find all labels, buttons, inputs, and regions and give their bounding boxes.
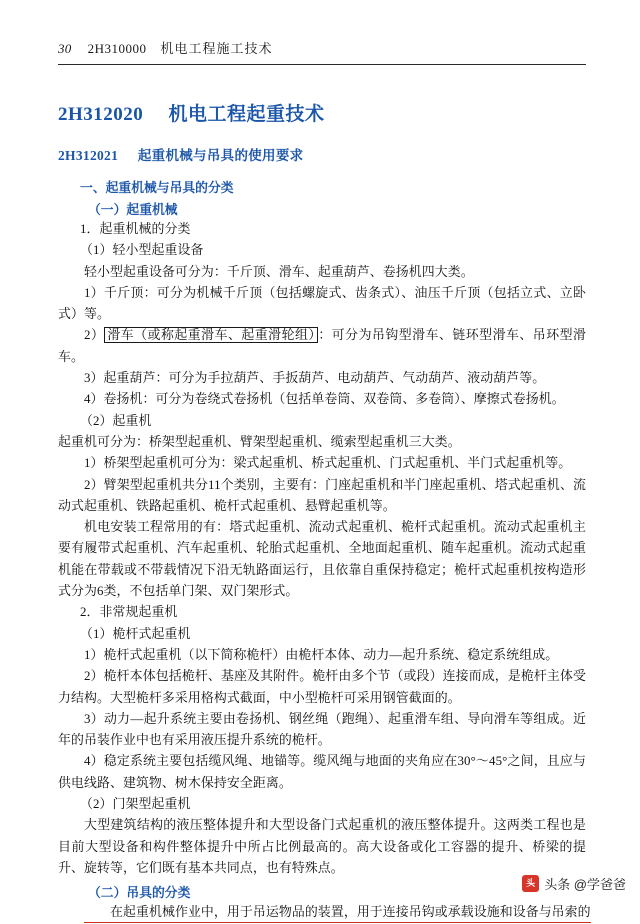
section-code: 2H312020	[58, 104, 144, 125]
watermark-label: 头条 @学爸爸	[544, 877, 626, 892]
paragraph-10: 1）桥架型起重机可分为：梁式起重机、桥式起重机、门式起重机、半门式起重机等。	[84, 456, 572, 471]
paragraph-04: 1）千斤顶：可分为机械千斤顶（包括螺旋式、齿条式）、油压千斤顶（包括立式、立卧式）等。	[58, 285, 586, 322]
subsection-code: 2H312021	[58, 148, 119, 163]
paragraph-18: 4）稳定系统主要包括缆风绳、地锚等。缆风绳与地面的夹角应在30°～45°之间，且应与供电线路、建筑物、树木保持安全距离。	[58, 754, 586, 790]
paragraph-21-underlined: 在起重机械作业中，用于吊运物品的装置，用于连接吊钩或承载设施和设备与吊索的	[84, 903, 591, 923]
paragraph-20: 大型建筑结构的液压整体提升和大型设备门式起重机的液压整体提升。这两类工程也是目前大型设备和构件整体提升中所占比例最高的。高大设备或化工容器的提升、桥梁的提升、旋转等，它们既有基本共同点，也有特殊点。	[58, 818, 586, 875]
page-content	[58, 38, 591, 924]
paragraph-16: 2）桅杆本体包括桅杆、基座及其附件。桅杆由多个节（或段）连接而成，是桅杆主体受力结构。大型桅杆多采用格构式截面，中小型桅杆可采用钢管截面的。	[58, 669, 586, 705]
paragraph-05-prefix: 2）	[84, 328, 105, 343]
header-divider	[58, 64, 586, 65]
paragraph-14: （1）桅杆式起重机	[80, 626, 191, 641]
heading-level-3: 一、起重机械与吊具的分类	[80, 181, 234, 195]
heading-level-4-a: （一）起重机械	[88, 203, 178, 217]
subsection-heading	[58, 144, 586, 164]
subsection-title: 起重机械与吊具的使用要求	[137, 148, 304, 163]
section-heading	[58, 99, 586, 126]
paragraph-05-boxed-term: 滑车（或称起重滑车、起重滑轮组）	[104, 327, 318, 343]
paragraph-05-suffix: ：可分为吊钩型滑车、链环型滑车、吊环型滑车。	[58, 328, 586, 364]
watermark	[522, 874, 626, 905]
paragraph-15: 1）桅杆式起重机（以下简称桅杆）由桅杆本体、动力—起升系统、稳定系统组成。	[84, 647, 559, 662]
paragraph-12: 机电安装工程常用的有：塔式起重机、流动式起重机、桅杆式起重机。流动式起重机主要有履带式起重机、汽车起重机、轮胎式起重机、全地面起重机、随车起重机。流动式起重机能在带载或不带载情况下沿无轨路面运行，且依靠自重保持稳定；桅杆式起重机按构造形式分为6类，不包括单门架、双门架形式。	[58, 520, 586, 599]
paragraph-07: 4）卷扬机：可分为卷绕式卷扬机（包括单卷筒、双卷筒、多卷筒）、摩擦式卷扬机。	[84, 392, 565, 407]
paragraph-05	[58, 325, 586, 368]
paragraph-17: 3）动力—起升系统主要由卷扬机、钢丝绳（跑绳）、起重滑车组、导向滑车等组成。近年的吊装作业中也有采用液压提升系统的桅杆。	[58, 711, 586, 748]
chapter-code: 2H310000	[87, 41, 147, 56]
paragraph-21	[58, 902, 591, 923]
paragraph-13: 2．非常规起重机	[80, 605, 178, 620]
paragraph-01: 1．起重机械的分类	[80, 222, 191, 236]
section-title: 机电工程起重技术	[168, 104, 325, 125]
paragraph-02: （1）轻小型起重设备	[80, 243, 204, 258]
page-number: 30	[58, 41, 72, 56]
paragraph-19: （2）门架型起重机	[80, 797, 191, 812]
running-header	[58, 38, 586, 63]
heading-level-4-b: （二）吊具的分类	[88, 886, 191, 901]
paragraph-03: 轻小型起重设备可分为：千斤顶、滑车、起重葫芦、卷扬机四大类。	[84, 264, 474, 279]
paragraph-06: 3）起重葫芦：可分为手拉葫芦、手扳葫芦、电动葫芦、气动葫芦、液动葫芦等。	[84, 371, 546, 386]
chapter-title: 机电工程施工技术	[160, 41, 273, 56]
paragraph-09: 起重机可分为：桥架型起重机、臂架型起重机、缆索型起重机三大类。	[58, 434, 461, 449]
paragraph-08: （2）起重机	[80, 413, 152, 428]
paragraph-11: 2）臂架型起重机共分11个类别，主要有：门座起重机和半门座起重机、塔式起重机、流动式起重机、铁路起重机、桅杆式起重机、悬臂起重机等。	[58, 477, 586, 513]
toutiao-logo-icon: 头条	[522, 875, 539, 892]
